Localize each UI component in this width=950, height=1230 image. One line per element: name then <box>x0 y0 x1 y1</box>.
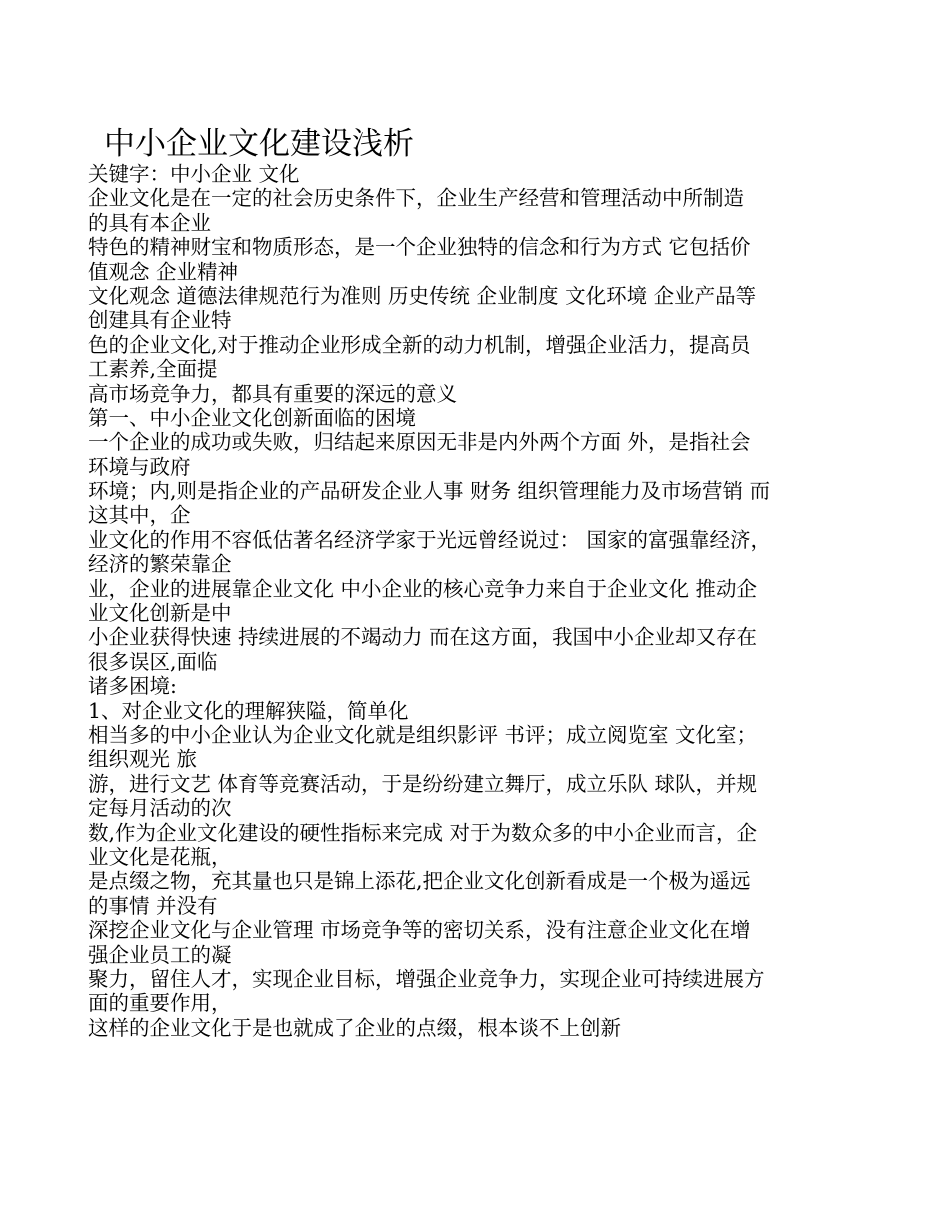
document-body <box>88 162 868 1040</box>
text-line: 很多误区,面临 <box>88 649 218 674</box>
text-line: 业文化的作用不容低估著名经济学家于光远曾经说过： 国家的富强靠经济， <box>88 527 772 552</box>
text-line: 的具有本企业 <box>88 210 211 235</box>
text-line: 第一、中小企业文化创新面临的困境 <box>88 405 416 430</box>
text-line: 的事情 并没有 <box>88 893 218 918</box>
text-line: 环境与政府 <box>88 454 191 479</box>
text-line: 工素养,全面提 <box>88 357 218 382</box>
text-line: 这其中，企 <box>88 503 191 528</box>
text-line: 诸多困境: <box>88 674 177 699</box>
text-line: 1、对企业文化的理解狭隘，简单化 <box>88 698 409 723</box>
text-line: 面的重要作用， <box>88 991 232 1016</box>
text-line: 企业文化是在一定的社会历史条件下，企业生产经营和管理活动中所制造 <box>88 186 744 211</box>
text-line: 数,作为企业文化建设的硬性指标来完成 对于为数众多的中小企业而言，企 <box>88 820 758 845</box>
document-title: 中小企业文化建设浅析 <box>104 126 414 162</box>
text-line: 相当多的中小企业认为企业文化就是组织影评 书评；成立阅览室 文化室； <box>88 722 758 747</box>
text-line: 文化观念 道德法律规范行为准则 历史传统 企业制度 文化环境 企业产品等 <box>88 283 757 308</box>
text-line: 小企业获得快速 持续进展的不竭动力 而在这方面，我国中小企业却又存在 <box>88 625 758 650</box>
text-line: 组织观光 旅 <box>88 747 198 772</box>
text-line: 高市场竞争力，都具有重要的深远的意义 <box>88 381 457 406</box>
text-line: 一个企业的成功或失败，归结起来原因无非是内外两个方面 外，是指社会 <box>88 430 751 455</box>
text-line: 经济的繁荣靠企 <box>88 552 232 577</box>
text-line: 色的企业文化,对于推动企业形成全新的动力机制，增强企业活力，提高员 <box>88 332 751 357</box>
text-line: 特色的精神财宝和物质形态，是一个企业独特的信念和行为方式 它包括价 <box>88 235 751 260</box>
text-line: 业，企业的进展靠企业文化 中小企业的核心竞争力来自于企业文化 推动企 <box>88 576 758 601</box>
text-line: 强企业员工的凝 <box>88 942 232 967</box>
text-line: 创建具有企业特 <box>88 308 232 333</box>
text-line: 环境；内,则是指企业的产品研发企业人事 财务 组织管理能力及市场营销 而 <box>88 479 771 504</box>
text-line: 是点缀之物，充其量也只是锦上添花,把企业文化创新看成是一个极为遥远 <box>88 869 751 894</box>
text-line: 定每月活动的次 <box>88 796 232 821</box>
text-line: 深挖企业文化与企业管理 市场竞争等的密切关系，没有注意企业文化在增 <box>88 918 751 943</box>
text-line: 关键字：中小企业 文化 <box>88 162 300 186</box>
text-line: 游，进行文艺 体育等竞赛活动，于是纷纷建立舞厅，成立乐队 球队，并规 <box>88 771 758 796</box>
text-line: 值观念 企业精神 <box>88 259 239 284</box>
text-line: 聚力，留住人才，实现企业目标，增强企业竞争力，实现企业可持续进展方 <box>88 966 765 991</box>
text-line: 这样的企业文化于是也就成了企业的点缀，根本谈不上创新 <box>88 1015 621 1040</box>
text-line: 业文化创新是中 <box>88 601 232 626</box>
text-line: 业文化是花瓶， <box>88 844 232 869</box>
